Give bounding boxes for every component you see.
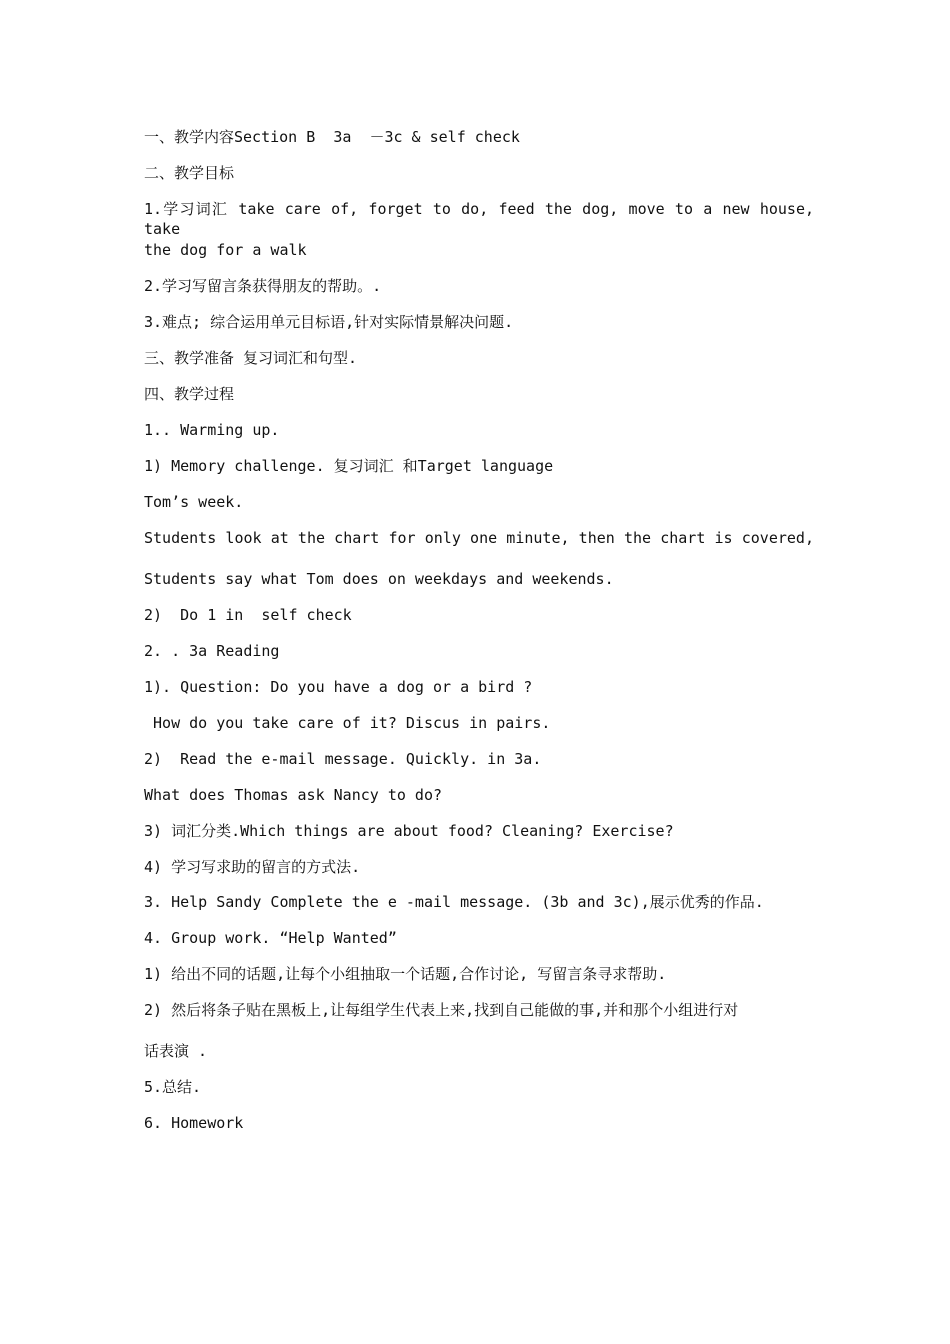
- goal-1-vocabulary: 1.学习词汇 take care of, forget to do, feed the dog, move to a new house, take: [144, 200, 814, 238]
- reading-discuss: How do you take care of it? Discus in pairs.: [144, 714, 551, 732]
- step-6-homework: 6. Homework: [144, 1114, 244, 1132]
- goal-2-writing: 2.学习写留言条获得朋友的帮助。.: [144, 277, 382, 295]
- toms-week: Tom’s week.: [144, 493, 244, 511]
- learn-help-message: 4) 学习写求助的留言的方式法.: [144, 858, 361, 876]
- vocabulary-classification: 3) 词汇分类.Which things are about food? Cleaning? Exercise?: [144, 822, 674, 840]
- section-teaching-content: 一、教学内容Section B 3a －3c & self check: [144, 128, 520, 146]
- group-work-blackboard-continued: 话表演 .: [144, 1042, 208, 1060]
- step-2-reading: 2. . 3a Reading: [144, 642, 280, 660]
- step-1-self-check: 2) Do 1 in self check: [144, 606, 352, 624]
- students-say-routine: Students say what Tom does on weekdays and weekends.: [144, 570, 614, 588]
- step-3-help-sandy: 3. Help Sandy Complete the e -mail message. (3b and 3c),展示优秀的作品.: [144, 893, 764, 911]
- reading-question: 1). Question: Do you have a dog or a bird ?: [144, 678, 533, 696]
- students-look-at-chart: Students look at the chart for only one minute, then the chart is covered,: [144, 529, 814, 547]
- step-1-memory-challenge: 1) Memory challenge. 复习词汇 和Target language: [144, 457, 554, 475]
- step-5-summary: 5.总结.: [144, 1078, 202, 1096]
- group-work-blackboard: 2) 然后将条子贴在黑板上,让每组学生代表上来,找到自己能做的事,并和那个小组进行对: [144, 1001, 739, 1019]
- goal-1-vocabulary-continued: the dog for a walk: [144, 241, 307, 259]
- section-teaching-goals: 二、教学目标: [144, 164, 235, 182]
- group-work-topics: 1) 给出不同的话题,让每个小组抽取一个话题,合作讨论, 写留言条寻求帮助.: [144, 965, 667, 983]
- reading-what-does-thomas-ask: What does Thomas ask Nancy to do?: [144, 786, 443, 804]
- section-teaching-preparation: 三、教学准备 复习词汇和句型.: [144, 349, 358, 367]
- step-4-group-work: 4. Group work. “Help Wanted”: [144, 929, 397, 947]
- step-1-warming-up: 1.. Warming up.: [144, 421, 280, 439]
- section-teaching-process: 四、教学过程: [144, 385, 235, 403]
- reading-email: 2) Read the e-mail message. Quickly. in 3a.: [144, 750, 542, 768]
- goal-3-difficulty: 3.难点; 综合运用单元目标语,针对实际情景解决问题.: [144, 313, 514, 331]
